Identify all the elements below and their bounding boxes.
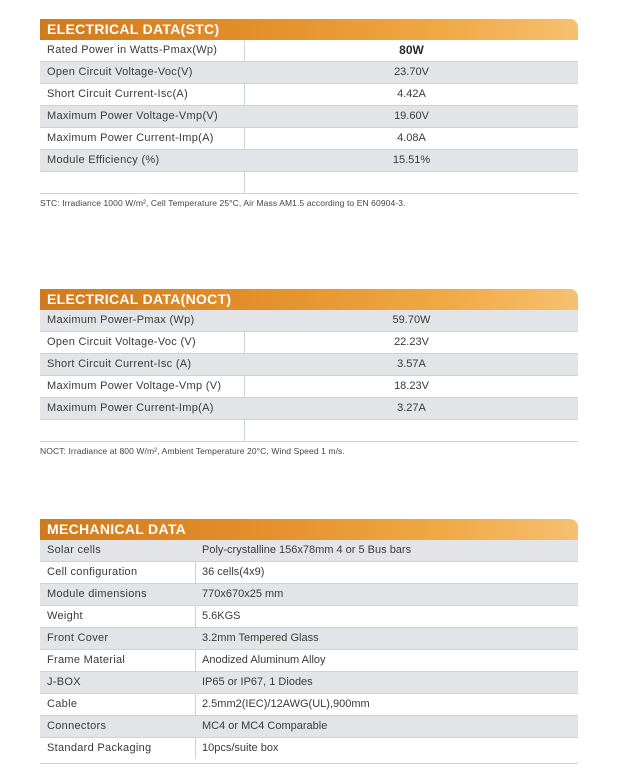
table-row (40, 672, 578, 694)
stc-header (40, 19, 578, 40)
bottom-divider (40, 763, 578, 764)
stc-title: ELECTRICAL DATA(STC) (47, 21, 220, 37)
row-value: 2.5mm2(IEC)/12AWG(UL),900mm (202, 698, 370, 710)
row-value: 18.23V (394, 380, 429, 392)
row-label: Maximum Power-Pmax (Wp) (47, 314, 195, 326)
row-value: 10pcs/suite box (202, 742, 279, 754)
row-label: Maximum Power Voltage-Vmp (V) (47, 380, 222, 392)
row-value: IP65 or IP67, 1 Diodes (202, 676, 313, 688)
table-row (40, 40, 578, 62)
row-label: Maximum Power Current-Imp(A) (47, 132, 214, 144)
table-row (40, 650, 578, 672)
row-label: Cell configuration (47, 566, 138, 578)
mech-table (40, 540, 578, 759)
row-value: 23.70V (394, 66, 429, 78)
row-label: Frame Material (47, 654, 126, 666)
table-row (40, 606, 578, 628)
table-row (40, 128, 578, 150)
table-row-empty (40, 172, 578, 194)
row-value: 15.51% (392, 154, 431, 166)
row-value: 5.6KGS (202, 610, 241, 622)
table-row (40, 106, 578, 128)
table-row-empty (40, 420, 578, 442)
table-row (40, 62, 578, 84)
table-row (40, 310, 578, 332)
mech-title: MECHANICAL DATA (47, 521, 187, 537)
table-row (40, 376, 578, 398)
row-label: Connectors (47, 720, 107, 732)
row-label: Open Circuit Voltage-Voc (V) (47, 336, 197, 348)
row-label: Short Circuit Current-Isc(A) (47, 88, 189, 100)
table-row (40, 716, 578, 738)
noct-note: NOCT: Irradiance at 800 W/m², Ambient Temperature 20°C, Wind Speed 1 m/s. (40, 446, 345, 456)
table-row (40, 738, 578, 759)
table-row (40, 628, 578, 650)
stc-note: STC: Irradiance 1000 W/m², Cell Temperature 25°C, Air Mass AM1.5 according to EN 60904-3. (40, 198, 406, 208)
mech-header (40, 519, 578, 540)
row-value: 770x670x25 mm (202, 588, 284, 600)
row-label: Rated Power in Watts-Pmax(Wp) (47, 44, 218, 56)
row-value: 22.23V (394, 336, 429, 348)
row-label: Front Cover (47, 632, 109, 644)
row-value: 4.42A (397, 88, 426, 100)
row-label: Cable (47, 698, 78, 710)
table-row (40, 332, 578, 354)
table-row (40, 398, 578, 420)
row-value: 4.08A (397, 132, 426, 144)
table-row (40, 584, 578, 606)
table-row (40, 150, 578, 172)
row-value: 59.70W (392, 314, 431, 326)
row-value: 3.57A (397, 358, 426, 370)
row-label: Weight (47, 610, 83, 622)
noct-title: ELECTRICAL DATA(NOCT) (47, 291, 232, 307)
row-value: Anodized Aluminum Alloy (202, 654, 326, 666)
stc-section (40, 19, 578, 194)
row-value: Poly-crystalline 156x78mm 4 or 5 Bus bars (202, 544, 412, 556)
row-label: Module Efficiency (%) (47, 154, 160, 166)
row-label: Maximum Power Voltage-Vmp(V) (47, 110, 219, 122)
table-row (40, 540, 578, 562)
table-row (40, 694, 578, 716)
noct-section (40, 289, 578, 442)
row-label: J-BOX (47, 676, 81, 688)
table-row (40, 84, 578, 106)
noct-header (40, 289, 578, 310)
table-row (40, 562, 578, 584)
row-label: Standard Packaging (47, 742, 152, 754)
row-label: Short Circuit Current-Isc (A) (47, 358, 192, 370)
stc-table (40, 40, 578, 194)
row-label: Solar cells (47, 544, 102, 556)
row-value: 36 cells(4x9) (202, 566, 265, 578)
row-label: Open Circuit Voltage-Voc(V) (47, 66, 193, 78)
mech-section (40, 519, 578, 759)
row-value: 3.2mm Tempered Glass (202, 632, 319, 644)
row-value: 19.60V (394, 110, 429, 122)
row-value: 80W (399, 43, 424, 57)
noct-table (40, 310, 578, 442)
row-value: MC4 or MC4 Comparable (202, 720, 328, 732)
row-value: 3.27A (397, 402, 426, 414)
row-label: Module dimensions (47, 588, 147, 600)
table-row (40, 354, 578, 376)
row-label: Maximum Power Current-Imp(A) (47, 402, 214, 414)
